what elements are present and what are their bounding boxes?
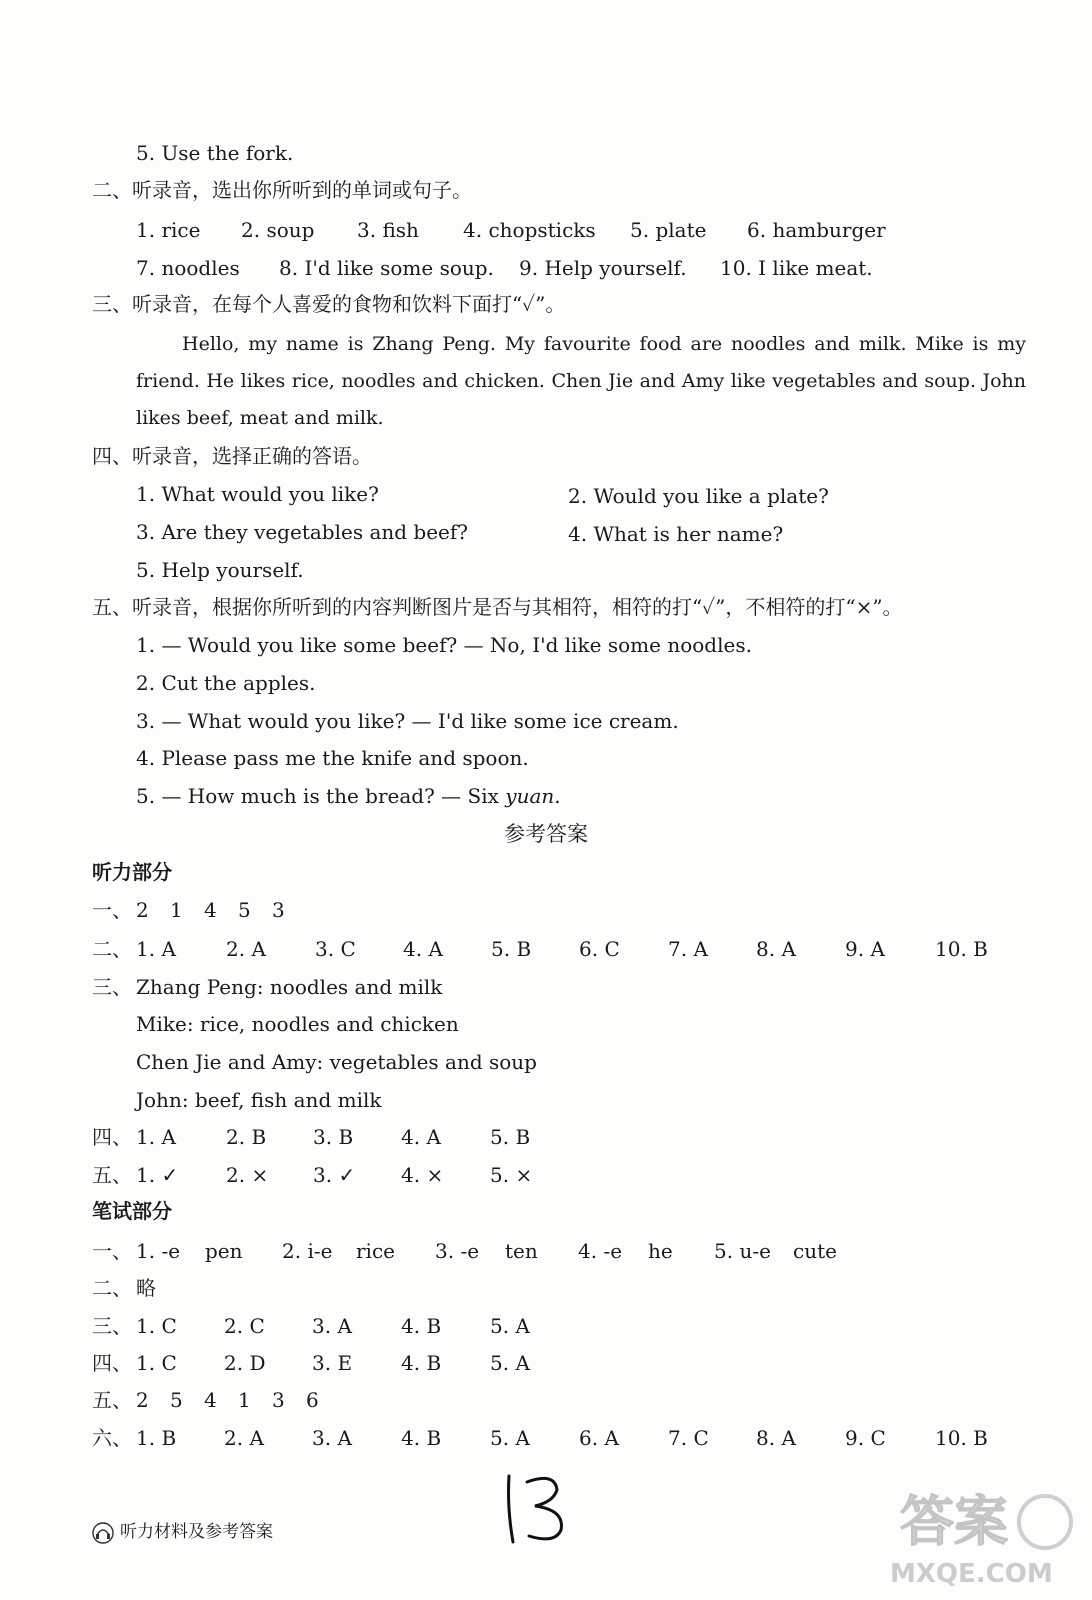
svg-text:MXQE.COM: MXQE.COM — [890, 1559, 1053, 1589]
answer-item: 4. A — [401, 1125, 441, 1149]
answer-item: 4. × — [401, 1163, 444, 1187]
answer-item: 2 — [136, 1388, 149, 1412]
answer-item: 2. A — [224, 1426, 264, 1450]
answer-item: 7. C — [668, 1426, 709, 1450]
section-label: 二、 — [92, 1276, 132, 1300]
answer-item: 5. A — [490, 1426, 530, 1450]
section-label: 三、 — [92, 1314, 132, 1338]
sec5-item5-currency: yuan — [505, 784, 555, 808]
listening-answers-heading: 听力部分 — [92, 860, 172, 884]
answer-item: 2. i-e — [282, 1239, 333, 1263]
section-label: 五、 — [92, 1163, 132, 1187]
answer-item: 3. A — [312, 1426, 352, 1450]
sec2-option: 1. rice — [136, 218, 201, 242]
answer-item: 1 — [170, 898, 183, 922]
sec2-option: 9. Help yourself. — [519, 256, 687, 280]
sec1-item5: 5. Use the fork. — [136, 141, 294, 165]
answer-item: 1. -e — [136, 1239, 181, 1263]
answer-item: 3. ✓ — [313, 1163, 356, 1187]
answer-item: 5. A — [490, 1351, 530, 1375]
sec5-item — [136, 786, 561, 806]
sec2-option: 7. noodles — [136, 256, 240, 280]
sec2-option: 3. fish — [357, 218, 419, 242]
sec5-heading: 五、听录音，根据你所听到的内容判断图片是否与其相符，相符的打“✓”，不相符的打“×”。 — [92, 595, 903, 619]
answer-item: 2. D — [224, 1351, 266, 1375]
handwritten-page-number — [495, 1468, 575, 1548]
section-label: 四、 — [92, 1125, 132, 1149]
page-number — [495, 1468, 575, 1553]
answer-item: 1. A — [136, 937, 176, 961]
answer-item: rice — [356, 1239, 395, 1263]
sec4-item: 5. Help yourself. — [136, 558, 304, 582]
sec2-heading: 二、听录音，选出你所听到的单词或句子。 — [92, 178, 472, 202]
section-label: 一、 — [92, 1239, 132, 1263]
answer-item: 3. C — [315, 937, 356, 961]
section-label: 一、 — [92, 898, 132, 922]
answer-text: 略 — [136, 1276, 156, 1300]
answer-item: 4. B — [401, 1351, 442, 1375]
answer-item: 9. C — [845, 1426, 886, 1450]
answer-item: 4 — [204, 1388, 217, 1412]
answer-item: 1. B — [136, 1426, 177, 1450]
sec5-item: 2. Cut the apples. — [136, 671, 316, 695]
answer-item: 4. -e — [578, 1239, 623, 1263]
answer-item: 3 — [272, 1388, 285, 1412]
answer-item: 10. B — [935, 937, 988, 961]
answers-title: 参考答案 — [504, 822, 588, 846]
sec2-option: 2. soup — [241, 218, 315, 242]
answer-item: 3. -e — [435, 1239, 480, 1263]
answer-line: Zhang Peng: noodles and milk — [136, 975, 443, 999]
watermark-logo — [880, 1470, 1080, 1595]
section-label: 三、 — [92, 975, 132, 999]
sec4-item: 3. Are they vegetables and beef? — [136, 520, 469, 544]
answer-line: Mike: rice, noodles and chicken — [136, 1012, 459, 1036]
answer-item: 1. A — [136, 1125, 176, 1149]
answer-item: ten — [505, 1239, 538, 1263]
headphones-icon — [92, 1522, 114, 1544]
answer-item: 5 — [170, 1388, 183, 1412]
sec2-option: 6. hamburger — [747, 218, 886, 242]
answer-item: 1. C — [136, 1351, 177, 1375]
answer-item: 9. A — [845, 937, 885, 961]
sec5-item: 3. — What would you like? — I'd like some ice cream. — [136, 709, 679, 733]
sec5-item: 1. — Would you like some beef? — No, I'd like some noodles. — [136, 633, 752, 657]
section-label: 四、 — [92, 1351, 132, 1375]
answer-item: 5. B — [491, 937, 532, 961]
answer-item: 1 — [238, 1388, 251, 1412]
answer-item: 4. A — [403, 937, 443, 961]
sec4-item: 2. Would you like a plate? — [568, 484, 829, 508]
answer-item: cute — [793, 1239, 837, 1263]
sec2-option: 5. plate — [630, 218, 707, 242]
answer-item: 6. A — [579, 1426, 619, 1450]
sec2-option: 8. I'd like some soup. — [279, 256, 494, 280]
answer-item: 8. A — [756, 937, 796, 961]
answer-item: 8. A — [756, 1426, 796, 1450]
answer-line: Chen Jie and Amy: vegetables and soup — [136, 1050, 537, 1074]
answer-item: 1. ✓ — [136, 1163, 179, 1187]
answer-item: 5. B — [490, 1125, 531, 1149]
answer-item: 2. A — [226, 937, 266, 961]
sec5-item5-end: . — [554, 784, 561, 808]
answer-item: he — [648, 1239, 673, 1263]
answer-line: John: beef, fish and milk — [136, 1088, 382, 1112]
answer-item: 4 — [204, 898, 217, 922]
answer-item: 5. A — [490, 1314, 530, 1338]
written-answers-heading: 笔试部分 — [92, 1199, 172, 1223]
answer-item: 5 — [238, 898, 251, 922]
sec3-heading: 三、听录音，在每个人喜爱的食物和饮料下面打“✓”。 — [92, 292, 566, 316]
answer-item: pen — [205, 1239, 243, 1263]
sec4-item: 4. What is her name? — [568, 522, 784, 546]
answer-item: 2. C — [224, 1314, 265, 1338]
answer-item: 3 — [272, 898, 285, 922]
answer-item: 2. B — [226, 1125, 267, 1149]
answer-item: 6 — [306, 1388, 319, 1412]
sec5-item5-text: 5. — How much is the bread? — Six — [136, 784, 499, 808]
sec2-option: 4. chopsticks — [463, 218, 596, 242]
answer-item: 3. E — [312, 1351, 353, 1375]
answer-item: 3. A — [312, 1314, 352, 1338]
answer-item: 6. C — [579, 937, 620, 961]
section-label: 六、 — [92, 1426, 132, 1450]
section-label: 五、 — [92, 1388, 132, 1412]
footer-label: 听力材料及参考答案 — [120, 1522, 273, 1542]
sec5-item: 4. Please pass me the knife and spoon. — [136, 746, 529, 770]
sec2-option: 10. I like meat. — [720, 256, 873, 280]
answer-item: 4. B — [401, 1426, 442, 1450]
svg-text:答案: 答案 — [900, 1490, 1008, 1553]
answer-item: 5. u-e — [714, 1239, 771, 1263]
sec3-passage: Hello, my name is Zhang Peng. My favourite food are noodles and milk. Mike is my friend. He likes rice, noodles and chicken. Chen Jie and Amy like vegetables and soup. John likes beef, meat and milk. — [136, 333, 1026, 429]
answer-item: 3. B — [313, 1125, 354, 1149]
sec4-item: 1. What would you like? — [136, 482, 379, 506]
answer-item: 1. C — [136, 1314, 177, 1338]
answer-item: 5. × — [490, 1163, 533, 1187]
answer-item: 7. A — [668, 937, 708, 961]
section-label: 二、 — [92, 937, 132, 961]
answer-item: 2. × — [226, 1163, 269, 1187]
answer-item: 10. B — [935, 1426, 988, 1450]
answer-item: 4. B — [401, 1314, 442, 1338]
sec4-heading: 四、听录音，选择正确的答语。 — [92, 444, 372, 468]
answer-item: 2 — [136, 898, 149, 922]
